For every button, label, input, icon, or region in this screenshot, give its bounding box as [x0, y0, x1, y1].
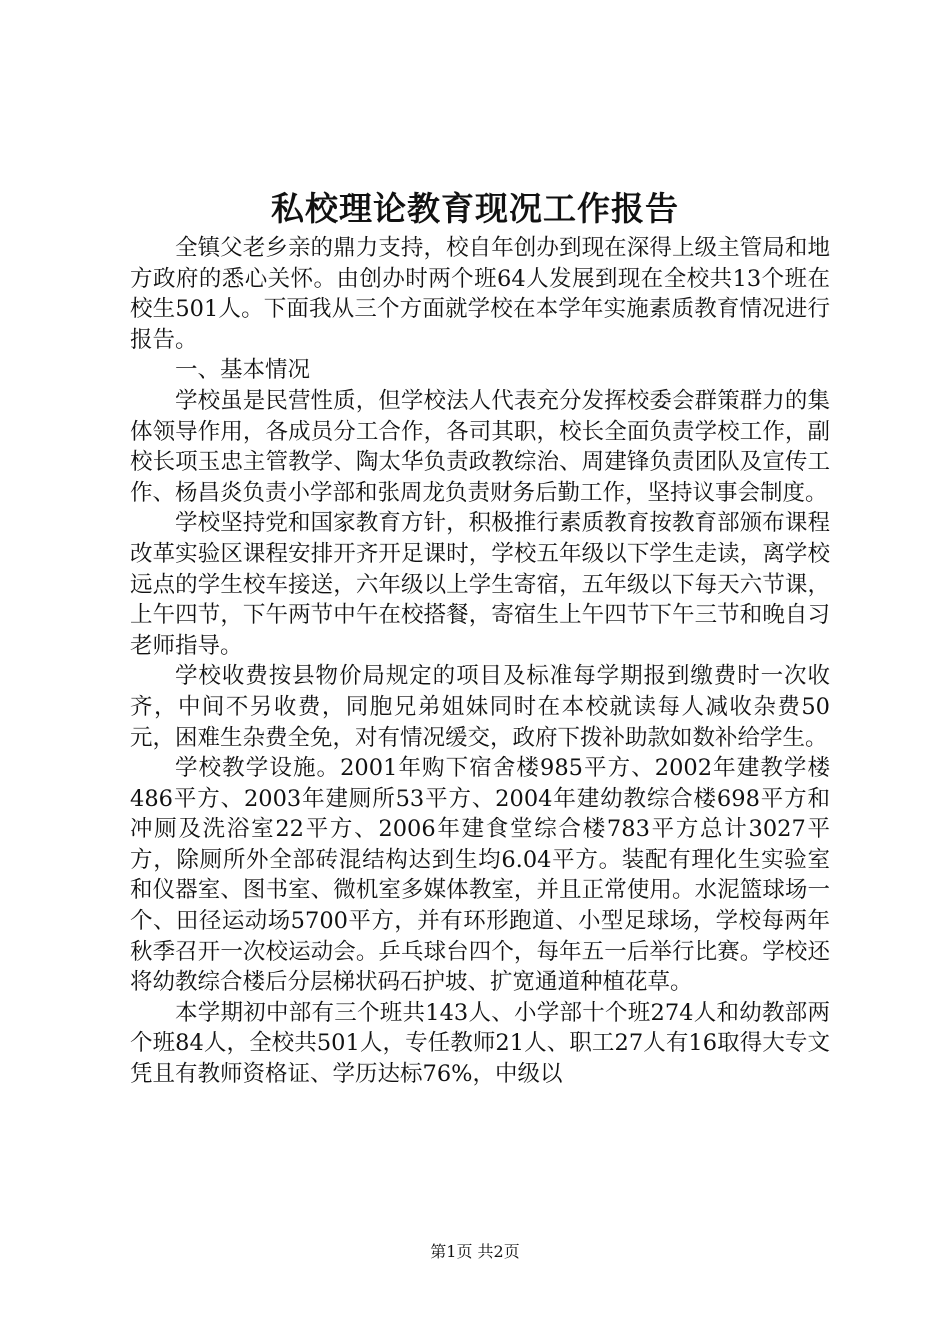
paragraph-facilities: 学校教学设施。2001年购下宿舍楼985平方、2002年建教学楼486平方、2003年建厕所53平方、2004年建幼教综合楼698平方和冲厕及洗浴室22平方、2006年建食堂综合楼783平方总计3027平方，除厕所外全部砖混结构达到生均6.04平方。装配有理化生实验室和仪器室、图书室、微机室多媒体教室，并且正常使用。水泥篮球场一个、田径运动场5700平方，并有环形跑道、小型足球场，学校每两年秋季召开一次校运动会。乒乓球台四个，每年五一后举行比赛。学校还将幼教综合楼后分层梯状码石护坡、扩宽通道种植花草。: [130, 755, 830, 996]
page-footer: 第1页 共2页: [430, 1242, 520, 1261]
document-title: 私校理论教育现况工作报告: [271, 189, 679, 228]
paragraph-enrollment: 本学期初中部有三个班共143人、小学部十个班274人和幼教部两个班84人，全校共501人，专任教师21人、职工27人有16取得大专文凭且有教师资格证、学历达标76%，中级以: [130, 999, 830, 1088]
paragraph-fees: 学校收费按县物价局规定的项目及标准每学期报到缴费时一次收齐，中间不另收费，同胞兄弟姐妹同时在本校就读每人减收杂费50元，困难生杂费全免，对有情况缓交，政府下拨补助款如数补给学生。: [130, 663, 830, 751]
paragraph-curriculum: 学校坚持党和国家教育方针，积极推行素质教育按教育部颁布课程改革实验区课程安排开齐开足课时，学校五年级以下学生走读，离学校远点的学生校车接送，六年级以上学生寄宿，五年级以下每天六节课，上午四节，下午两节中午在校搭餐，寄宿生上午四节下午三节和晚自习老师指导。: [130, 510, 830, 659]
document-body: [130, 233, 830, 1090]
paragraph-leadership: 学校虽是民营性质，但学校法人代表充分发挥校委会群策群力的集体领导作用，各成员分工合作，各司其职，校长全面负责学校工作，副校长项玉忠主管教学、陶太华负责政教综治、周建锋负责团队及宣传工作、杨昌炎负责小学部和张周龙负责财务后勤工作，坚持议事会制度。: [130, 387, 830, 506]
paragraph-intro: 全镇父老乡亲的鼎力支持，校自年创办到现在深得上级主管局和地方政府的悉心关怀。由创办时两个班64人发展到现在全校共13个班在校生501人。下面我从三个方面就学校在本学年实施素质教育情况进行报告。: [130, 235, 830, 353]
section-heading-basic-situation: 一、基本情况: [175, 357, 311, 384]
